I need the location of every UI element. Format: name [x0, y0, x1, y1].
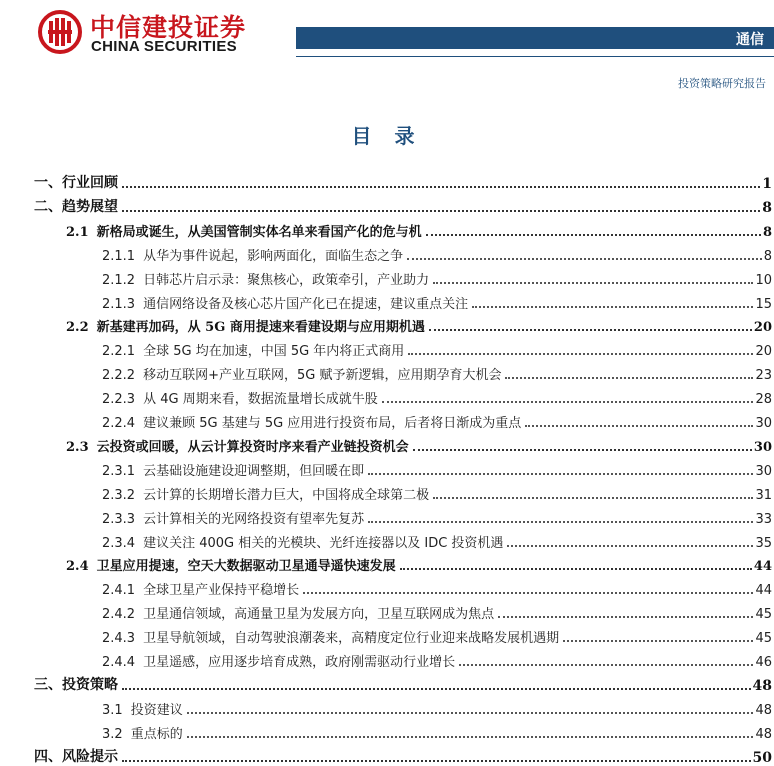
toc-entry-number: 3.1 — [102, 702, 123, 718]
toc-page-number: 20 — [753, 320, 772, 336]
toc-entry-label — [66, 221, 424, 240]
toc-entry[interactable] — [66, 220, 772, 240]
toc-entry-text: 建议兼顾 5G 基建与 5G 应用进行投资布局，后者将日渐成为重点 — [143, 416, 522, 431]
toc-entry-label — [102, 651, 457, 670]
toc-dot-leader — [429, 329, 752, 331]
toc-page-number: 45 — [755, 607, 772, 623]
toc-entry[interactable] — [34, 196, 772, 216]
toc-page-number: 23 — [755, 368, 772, 384]
toc-page-number: 48 — [755, 726, 772, 742]
toc-entry-label — [102, 484, 431, 503]
toc-entry-text: 建议关注 400G 相关的光模块、光纤连接器以及 IDC 投资机遇 — [143, 535, 504, 551]
toc-entry-label — [102, 723, 185, 742]
toc-entry-label — [34, 172, 120, 192]
toc-dot-leader — [187, 736, 754, 738]
toc-entry[interactable] — [34, 172, 772, 192]
toc-entry-number: 一、 — [34, 175, 62, 191]
toc-page-number: 45 — [755, 631, 772, 647]
logo-english-name: CHINA SECURITIES — [91, 38, 237, 55]
toc-entry[interactable] — [102, 339, 772, 359]
toc-entry-text: 卫星应用提速，空天大数据驱动卫星通导遥快速发展 — [96, 559, 396, 575]
toc-dot-leader — [368, 521, 753, 523]
toc-entry-text: 云计算相关的光网络投资有望率先复苏 — [143, 511, 365, 527]
toc-entry-text: 新基建再加码，从 5G 商用提速来看建设期与应用期机遇 — [96, 320, 425, 336]
toc-dot-leader — [459, 664, 753, 666]
toc-entry-label — [102, 627, 561, 646]
toc-entry[interactable] — [102, 292, 772, 312]
toc-dot-leader — [498, 616, 753, 618]
toc-entry-number: 2.3.2 — [102, 487, 136, 503]
toc-page-number: 30 — [753, 439, 772, 455]
toc-page-number: 35 — [755, 535, 772, 551]
toc-page-number: 46 — [755, 655, 772, 670]
toc-entry-number: 2.2.2 — [102, 368, 136, 384]
toc-dot-leader — [382, 401, 754, 403]
toc-entry-number: 3.2 — [102, 726, 123, 742]
toc-page-number: 15 — [755, 296, 772, 312]
toc-dot-leader — [407, 258, 762, 260]
toc-entry[interactable] — [102, 363, 772, 383]
toc-entry[interactable] — [102, 650, 772, 670]
toc-entry-text: 全球 5G 均在加速，中国 5G 年内将正式商用 — [143, 344, 405, 360]
toc-entry[interactable] — [102, 578, 772, 598]
toc-entry[interactable] — [66, 435, 772, 455]
sector-banner — [296, 27, 774, 49]
china-securities-logo-icon — [38, 10, 82, 54]
toc-dot-leader — [505, 377, 753, 379]
toc-page-number: 44 — [753, 559, 772, 575]
toc-entry-number: 二、 — [34, 198, 62, 215]
toc-entry-text: 投资策略 — [62, 676, 118, 693]
sector-label: 通信 — [736, 32, 764, 48]
toc-dot-leader — [563, 640, 753, 642]
toc-entry-number: 2.2.1 — [102, 344, 136, 360]
toc-entry-label — [102, 412, 523, 431]
toc-dot-leader — [368, 473, 753, 475]
toc-entry[interactable] — [66, 554, 772, 574]
toc-entry[interactable] — [102, 387, 772, 407]
toc-entry-number: 2.1.2 — [102, 272, 136, 288]
toc-entry-label — [102, 508, 366, 527]
toc-entry-label — [102, 579, 301, 598]
toc-entry-number: 四、 — [34, 748, 62, 765]
toc-dot-leader — [187, 712, 754, 714]
toc-page-number: 1 — [762, 176, 772, 192]
toc-entry-label — [102, 699, 185, 718]
toc-page-number: 50 — [752, 749, 772, 766]
toc-dot-leader — [122, 760, 751, 762]
toc-entry-label — [102, 245, 405, 264]
toc-entry-label — [66, 436, 411, 455]
toc-entry-number: 2.1.3 — [102, 296, 136, 312]
toc-page-number: 8 — [762, 224, 772, 240]
toc-page-number: 30 — [755, 463, 772, 479]
toc-entry-text: 趋势展望 — [62, 198, 118, 215]
report-type-label: 投资策略研究报告 — [678, 77, 766, 90]
toc-entry-number: 2.1.1 — [102, 248, 136, 264]
report-header — [0, 0, 774, 70]
toc-entry-label — [102, 388, 380, 407]
toc-entry-label — [34, 746, 120, 766]
toc-page-number: 20 — [755, 344, 772, 360]
toc-entry-number: 2.3.3 — [102, 511, 136, 527]
toc-entry[interactable] — [102, 244, 772, 264]
toc-dot-leader — [507, 545, 753, 547]
toc-entry-label — [66, 555, 398, 574]
toc-entry-number: 2.2.3 — [102, 392, 136, 408]
toc-entry-number: 2.4.1 — [102, 583, 136, 599]
toc-page-number: 8 — [763, 248, 772, 264]
toc-entry-text: 卫星遥感，应用逐步培育成熟，政府刚需驱动行业增长 — [143, 655, 456, 670]
toc-entry[interactable] — [102, 459, 772, 479]
toc-entry-text: 卫星通信领域，高通量卫星为发展方向，卫星互联网成为焦点 — [143, 607, 495, 623]
toc-dot-leader — [408, 353, 753, 355]
toc-page-number: 30 — [755, 416, 772, 431]
toc-entry-number: 2.2 — [66, 320, 89, 336]
toc-title: 目 录 — [351, 124, 423, 148]
toc-entry-text: 从 4G 周期来看，数据流量增长成就牛股 — [143, 392, 378, 408]
toc-entry-number: 2.3 — [66, 439, 89, 455]
toc-entry-label — [102, 340, 406, 359]
toc-page-number: 48 — [755, 702, 772, 718]
toc-dot-leader — [303, 592, 753, 594]
toc-entry-text: 从华为事件说起，影响两面化，面临生态之争 — [143, 248, 404, 264]
toc-entry-text: 新格局或诞生，从美国管制实体名单来看国产化的危与机 — [96, 224, 422, 240]
logo-chinese-name: 中信建投证券 — [90, 13, 247, 42]
toc-entry-label — [102, 532, 505, 551]
toc-dot-leader — [525, 425, 753, 427]
toc-dot-leader — [122, 186, 760, 188]
toc-dot-leader — [433, 497, 753, 499]
toc-entry-number: 2.4 — [66, 559, 89, 575]
header-divider — [296, 56, 774, 57]
toc-entry-text: 云基础设施建设迎调整期，但回暖在即 — [143, 463, 365, 479]
toc-entry[interactable] — [102, 626, 772, 646]
toc-page-number: 10 — [755, 272, 772, 288]
toc-page-number: 44 — [755, 583, 772, 599]
toc-entry[interactable] — [66, 315, 772, 335]
toc-entry[interactable] — [102, 268, 772, 288]
toc-entry-label — [102, 269, 431, 288]
toc-entry-label — [34, 674, 120, 694]
toc-dot-leader — [122, 210, 760, 212]
toc-entry-text: 移动互联网+产业互联网，5G 赋予新逻辑，应用期孕育大机会 — [143, 368, 502, 384]
toc-entry-label — [102, 603, 496, 622]
toc-dot-leader — [426, 234, 761, 236]
toc-entry-text: 重点标的 — [130, 726, 183, 742]
toc-entry[interactable] — [102, 602, 772, 622]
toc-page-number: 31 — [755, 487, 772, 503]
toc-entry-label — [34, 196, 120, 216]
toc-entry-label — [66, 316, 427, 335]
toc-dot-leader — [433, 282, 753, 284]
toc-entry-number: 2.4.3 — [102, 631, 136, 647]
toc-dot-leader — [472, 306, 753, 308]
toc-dot-leader — [413, 449, 752, 451]
toc-entry-label — [102, 293, 470, 312]
toc-entry-text: 云投资或回暖，从云计算投资时序来看产业链投资机会 — [96, 439, 409, 455]
toc-dot-leader — [400, 568, 752, 570]
toc-entry-text: 通信网络设备及核心芯片国产化已在提速，建议重点关注 — [143, 296, 469, 312]
toc-page-number: 8 — [762, 199, 772, 216]
toc-entry-number: 2.3.1 — [102, 463, 136, 479]
toc-entry-number: 2.3.4 — [102, 535, 136, 551]
toc-entry-number: 2.1 — [66, 224, 89, 240]
toc-entry-text: 卫星导航领域，自动驾驶浪潮袭来，高精度定位行业迎来战略发展机遇期 — [143, 631, 560, 647]
toc-entry-label — [102, 364, 503, 383]
toc-entry-number: 2.2.4 — [102, 416, 136, 431]
toc-entry-number: 2.4.4 — [102, 655, 136, 670]
toc-entry-text: 风险提示 — [62, 748, 118, 765]
toc-entry-text: 投资建议 — [130, 702, 183, 718]
toc-entry-text: 云计算的长期增长潜力巨大，中国将成全球第二极 — [143, 487, 430, 503]
toc-page-number: 28 — [755, 392, 772, 408]
toc-entry-text: 行业回顾 — [62, 175, 118, 191]
toc-entry-number: 2.4.2 — [102, 607, 136, 623]
toc-entry-text: 日韩芯片启示录：聚焦核心，政策牵引，产业助力 — [143, 272, 430, 288]
toc-dot-leader — [122, 688, 751, 690]
toc-entry[interactable] — [102, 483, 772, 503]
toc-page-number: 33 — [755, 511, 772, 527]
toc-entry-number: 三、 — [34, 676, 62, 693]
toc-entry[interactable] — [102, 531, 772, 551]
toc-entry-label — [102, 460, 366, 479]
toc-entry[interactable] — [102, 722, 772, 742]
toc-entry[interactable] — [102, 507, 772, 527]
toc-entry[interactable] — [102, 698, 772, 718]
toc-entry[interactable] — [34, 674, 772, 694]
toc-page-number: 48 — [752, 677, 772, 694]
toc-entry[interactable] — [34, 746, 772, 766]
toc-entry[interactable] — [102, 411, 772, 431]
toc-entry-text: 全球卫星产业保持平稳增长 — [143, 583, 300, 599]
